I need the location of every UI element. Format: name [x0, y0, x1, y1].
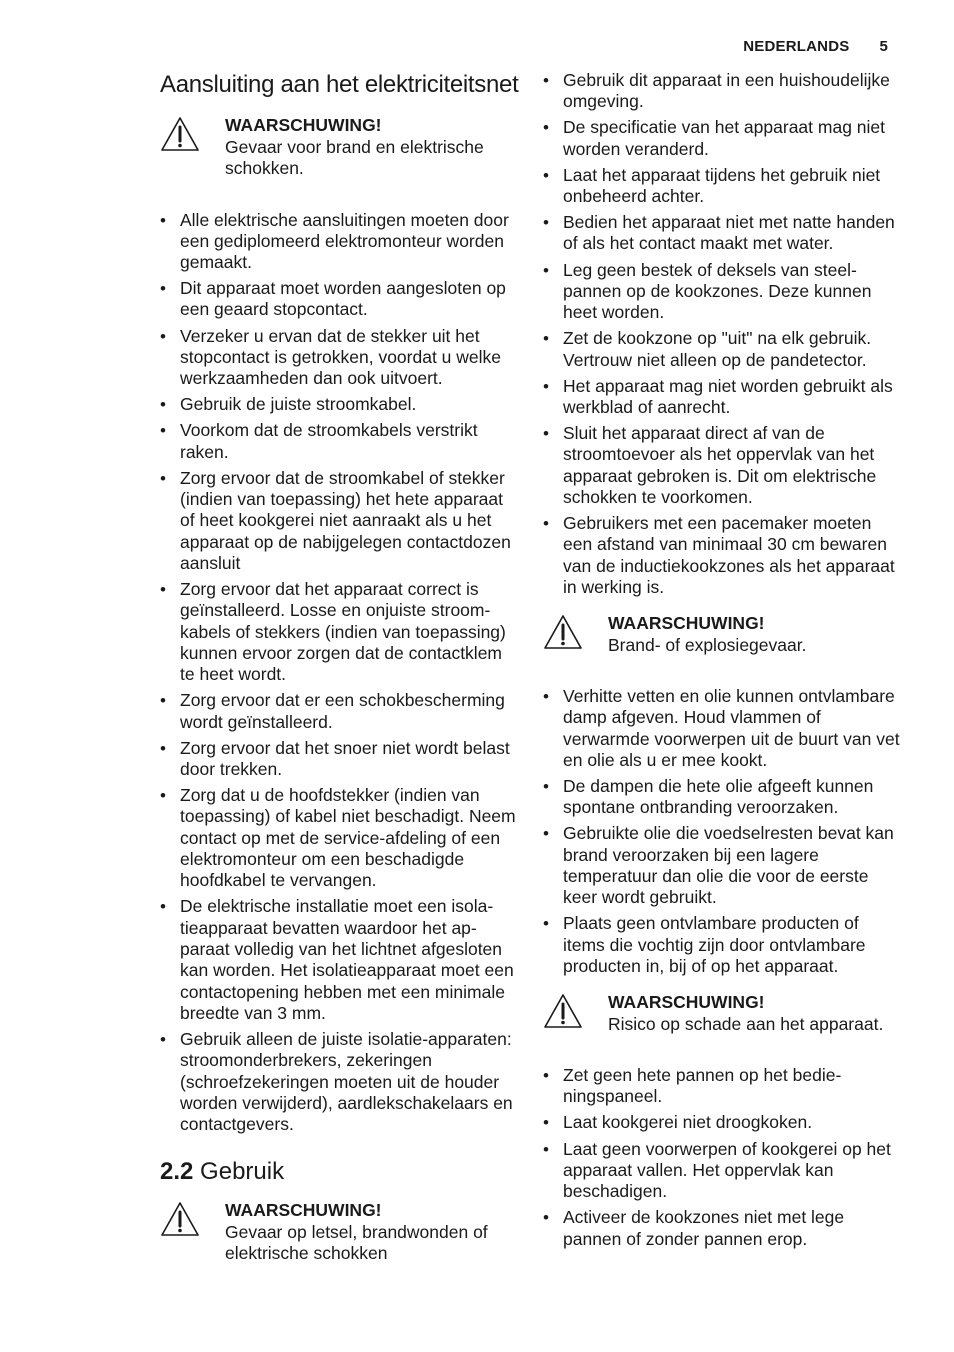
list-item: • Zet de kookzone op "uit" na elk gebruik. Vertrouw niet alleen op de pandetector.: [543, 328, 903, 371]
subsection-title: [160, 1157, 520, 1186]
list-item: • Dit apparaat moet worden aangesloten op een geaard stopcontact.: [160, 278, 520, 321]
warning-title: WAARSCHUWING!: [225, 115, 382, 135]
bullet-list: [543, 686, 903, 977]
right-column: [543, 70, 903, 1255]
list-item: • Laat geen voorwerpen of kookgerei op het apparaat vallen. Het oppervlak kan beschadigen.: [543, 1139, 903, 1203]
list-item: • Leg geen bestek of deksels van steelpannen op de kookzones. Deze kunnen heet worden.: [543, 260, 903, 324]
bullet-list: [543, 1065, 903, 1250]
list-item: • Zorg ervoor dat het apparaat correct is geïnstalleerd. Losse en onjuiste stroomkabels of stekkers (indien van toepassing) kunnen ervoor zorgen dat de contactklem te heet wordt.: [160, 579, 520, 685]
list-item: • Activeer de kookzones niet met lege pannen of zonder pannen erop.: [543, 1207, 903, 1250]
section-title: Aansluiting aan het elektriciteitsnet: [160, 71, 519, 98]
warning-text: Brand- of explosiegevaar.: [608, 634, 807, 655]
warning-block: [160, 115, 520, 180]
warning-title: WAARSCHUWING!: [608, 992, 765, 1013]
list-item: • Gebruik de juiste stroomkabel.: [160, 394, 520, 415]
bullet-list: [543, 70, 903, 598]
page-header: [743, 38, 888, 55]
list-item: • Bedien het apparaat niet met natte handen of als het contact maakt met water.: [543, 212, 903, 255]
warning-block: [543, 613, 903, 656]
page-number: 5: [879, 38, 888, 55]
list-item: • Verzeker u ervan dat de stekker uit het stopcontact is getrokken, voordat u welke werkzaamheden dan ook uitvoert.: [160, 326, 520, 390]
language-label: NEDERLANDS: [743, 38, 850, 55]
warning-title: WAARSCHUWING!: [608, 613, 765, 633]
list-item: • Gebruik dit apparaat in een huishoudelijke omgeving.: [543, 70, 903, 113]
warning-triangle-icon: [543, 614, 583, 650]
bullet-list: [160, 210, 520, 1136]
warning-text: Risico op schade aan het apparaat.: [608, 1013, 884, 1034]
warning-title: WAARSCHUWING!: [225, 1200, 382, 1221]
list-item: • Sluit het apparaat direct af van de stroomtoevoer als het oppervlak van het apparaat gebroken is. Dit om elektrische schokken te voorkomen.: [543, 423, 903, 508]
list-item: • Plaats geen ontvlambare producten of items die vochtig zijn door ontvlambare producten in, bij of op het apparaat.: [543, 913, 903, 977]
warning-triangle-icon: [160, 116, 200, 152]
warning-text: Gevaar op letsel, brandwonden of elektrische schokken: [225, 1221, 488, 1264]
list-item: • Verhitte vetten en olie kunnen ontvlambare damp afgeven. Houd vlammen of verwarmde voorwerpen uit de buurt van vet en olie als u er mee kookt.: [543, 686, 903, 771]
warning-block: [160, 1200, 520, 1265]
list-item: • Het apparaat mag niet worden gebruikt als werkblad of aanrecht.: [543, 376, 903, 419]
warning-text: Gevaar voor brand en elektrische schokken.: [225, 136, 484, 178]
list-item: • Zorg dat u de hoofdstekker (indien van toepassing) of kabel niet beschadigt. Neem contact op met de service-afdeling of een elektromonteur om een beschadigde hoofdkabel te vervangen.: [160, 785, 520, 891]
list-item: • Gebruikers met een pacemaker moeten een afstand van minimaal 30 cm bewaren van de inductiekookzones als het apparaat in werking is.: [543, 513, 903, 598]
list-item: • Gebruik alleen de juiste isolatie-apparaten: stroomonderbrekers, zekeringen (schroefzekeringen moeten uit de houder worden verwijderd), aardlekschakelaars en contactgevers.: [160, 1029, 520, 1135]
list-item: • De dampen die hete olie afgeeft kunnen spontane ontbranding veroorzaken.: [543, 776, 903, 819]
warning-block: [543, 992, 903, 1035]
list-item: • Voorkom dat de stroomkabels verstrikt raken.: [160, 420, 520, 463]
list-item: • Zet geen hete pannen op het bedieningspaneel.: [543, 1065, 903, 1108]
list-item: • Gebruikte olie die voedselresten bevat kan brand veroorzaken bij een lagere temperatuur dan olie die voor de eerste keer wordt gebruikt.: [543, 823, 903, 908]
list-item: • De specificatie van het apparaat mag niet worden veranderd.: [543, 117, 903, 160]
list-item: • Zorg ervoor dat het snoer niet wordt belast door trekken.: [160, 738, 520, 781]
subsection-label: Gebruik: [200, 1158, 285, 1186]
warning-triangle-icon: [160, 1201, 200, 1237]
list-item: • Zorg ervoor dat er een schokbescherming wordt geïnstalleerd.: [160, 690, 520, 733]
list-item: • Alle elektrische aansluitingen moeten door een gediplomeerd elektromonteur worden gemaakt.: [160, 210, 520, 274]
left-column: [160, 70, 520, 1281]
subsection-number: 2.2: [160, 1158, 194, 1186]
list-item: • Laat het apparaat tijdens het gebruik niet onbeheerd achter.: [543, 165, 903, 208]
list-item: • De elektrische installatie moet een isolatieapparaat bevatten waardoor het apparaat volledig van het lichtnet afgesloten kan worden. Het isolatieapparaat moet een contactopening hebben met een minimale breedte van 3 mm.: [160, 896, 520, 1024]
list-item: • Zorg ervoor dat de stroomkabel of stekker (indien van toepassing) het hete apparaat of heet kookgerei niet aanraakt als u het apparaat op de nabijgelegen contactdozen aansluit: [160, 468, 520, 574]
list-item: • Laat kookgerei niet droogkoken.: [543, 1112, 903, 1133]
warning-triangle-icon: [543, 993, 583, 1029]
